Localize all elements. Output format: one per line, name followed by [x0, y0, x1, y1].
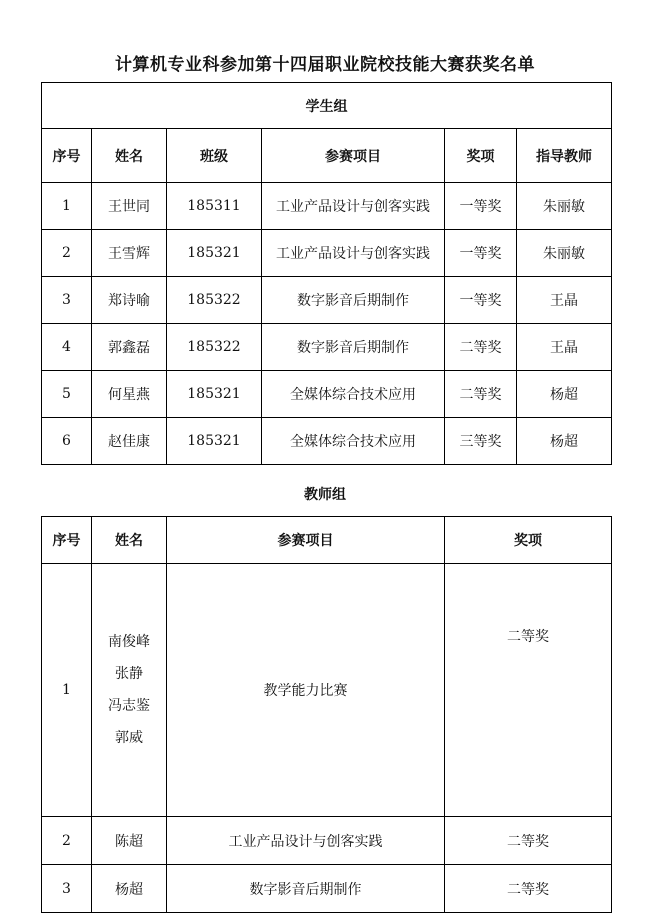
cell-name: 何星燕	[92, 371, 167, 418]
cell-award: 三等奖	[445, 418, 517, 465]
cell-name: 郑诗喻	[92, 277, 167, 324]
cell-award: 一等奖	[445, 230, 517, 277]
cell-teacher: 王晶	[517, 324, 612, 371]
header-teacher: 指导教师	[517, 129, 612, 183]
cell-award: 二等奖	[445, 865, 612, 913]
table-row	[42, 183, 612, 230]
cell-award: 一等奖	[445, 183, 517, 230]
table-row	[42, 230, 612, 277]
teacher-table-header	[42, 517, 612, 564]
cell-project: 数字影音后期制作	[262, 324, 445, 371]
cell-no: 4	[42, 324, 92, 371]
cell-no: 2	[42, 230, 92, 277]
cell-name: 张静	[115, 666, 143, 682]
cell-name: 郭威	[115, 730, 143, 746]
cell-award: 一等奖	[445, 277, 517, 324]
cell-no: 2	[42, 817, 92, 865]
cell-teacher: 王晶	[517, 277, 612, 324]
cell-teacher: 朱丽敏	[517, 183, 612, 230]
cell-teacher: 杨超	[517, 418, 612, 465]
cell-project: 工业产品设计与创客实践	[167, 817, 445, 865]
cell-class: 185321	[167, 371, 262, 418]
cell-project: 全媒体综合技术应用	[262, 418, 445, 465]
cell-award: 二等奖	[445, 324, 517, 371]
header-no: 序号	[42, 129, 92, 183]
document-title: 计算机专业科参加第十四届职业院校技能大赛获奖名单	[115, 55, 535, 75]
header-project: 参赛项目	[262, 129, 445, 183]
cell-project: 数字影音后期制作	[262, 277, 445, 324]
cell-project: 工业产品设计与创客实践	[262, 183, 445, 230]
teacher-group-label: 教师组	[304, 487, 346, 503]
cell-name: 王世同	[92, 183, 167, 230]
cell-name: 杨超	[92, 865, 167, 913]
cell-name: 赵佳康	[92, 418, 167, 465]
table-row	[42, 418, 612, 465]
cell-no: 3	[42, 277, 92, 324]
cell-no: 3	[42, 865, 92, 913]
cell-class: 185321	[167, 418, 262, 465]
cell-names	[92, 564, 167, 817]
header-name: 姓名	[92, 517, 167, 564]
cell-award: 二等奖	[445, 817, 612, 865]
cell-class: 185321	[167, 230, 262, 277]
cell-no: 1	[42, 564, 92, 817]
cell-name: 南俊峰	[108, 634, 150, 650]
cell-award: 二等奖	[445, 371, 517, 418]
header-award: 奖项	[445, 517, 612, 564]
cell-project: 教学能力比赛	[167, 564, 445, 817]
cell-award: 二等奖	[445, 564, 612, 817]
table-row	[42, 817, 612, 865]
header-project: 参赛项目	[167, 517, 445, 564]
cell-class: 185311	[167, 183, 262, 230]
cell-class: 185322	[167, 324, 262, 371]
student-table-header	[42, 129, 612, 183]
student-group-table	[41, 82, 612, 465]
cell-teacher: 杨超	[517, 371, 612, 418]
cell-project: 工业产品设计与创客实践	[262, 230, 445, 277]
header-award: 奖项	[445, 129, 517, 183]
header-no: 序号	[42, 517, 92, 564]
cell-teacher: 朱丽敏	[517, 230, 612, 277]
cell-project: 数字影音后期制作	[167, 865, 445, 913]
header-name: 姓名	[92, 129, 167, 183]
cell-name: 陈超	[92, 817, 167, 865]
table-row	[42, 277, 612, 324]
cell-name: 王雪辉	[92, 230, 167, 277]
student-group-label: 学生组	[42, 83, 612, 129]
cell-class: 185322	[167, 277, 262, 324]
cell-name: 冯志鉴	[108, 698, 150, 714]
teacher-group-table	[41, 516, 612, 913]
cell-no: 5	[42, 371, 92, 418]
table-row	[42, 324, 612, 371]
table-row	[42, 564, 612, 817]
cell-project: 全媒体综合技术应用	[262, 371, 445, 418]
table-row	[42, 371, 612, 418]
cell-no: 1	[42, 183, 92, 230]
cell-name: 郭鑫磊	[92, 324, 167, 371]
cell-no: 6	[42, 418, 92, 465]
table-row	[42, 865, 612, 913]
header-class: 班级	[167, 129, 262, 183]
